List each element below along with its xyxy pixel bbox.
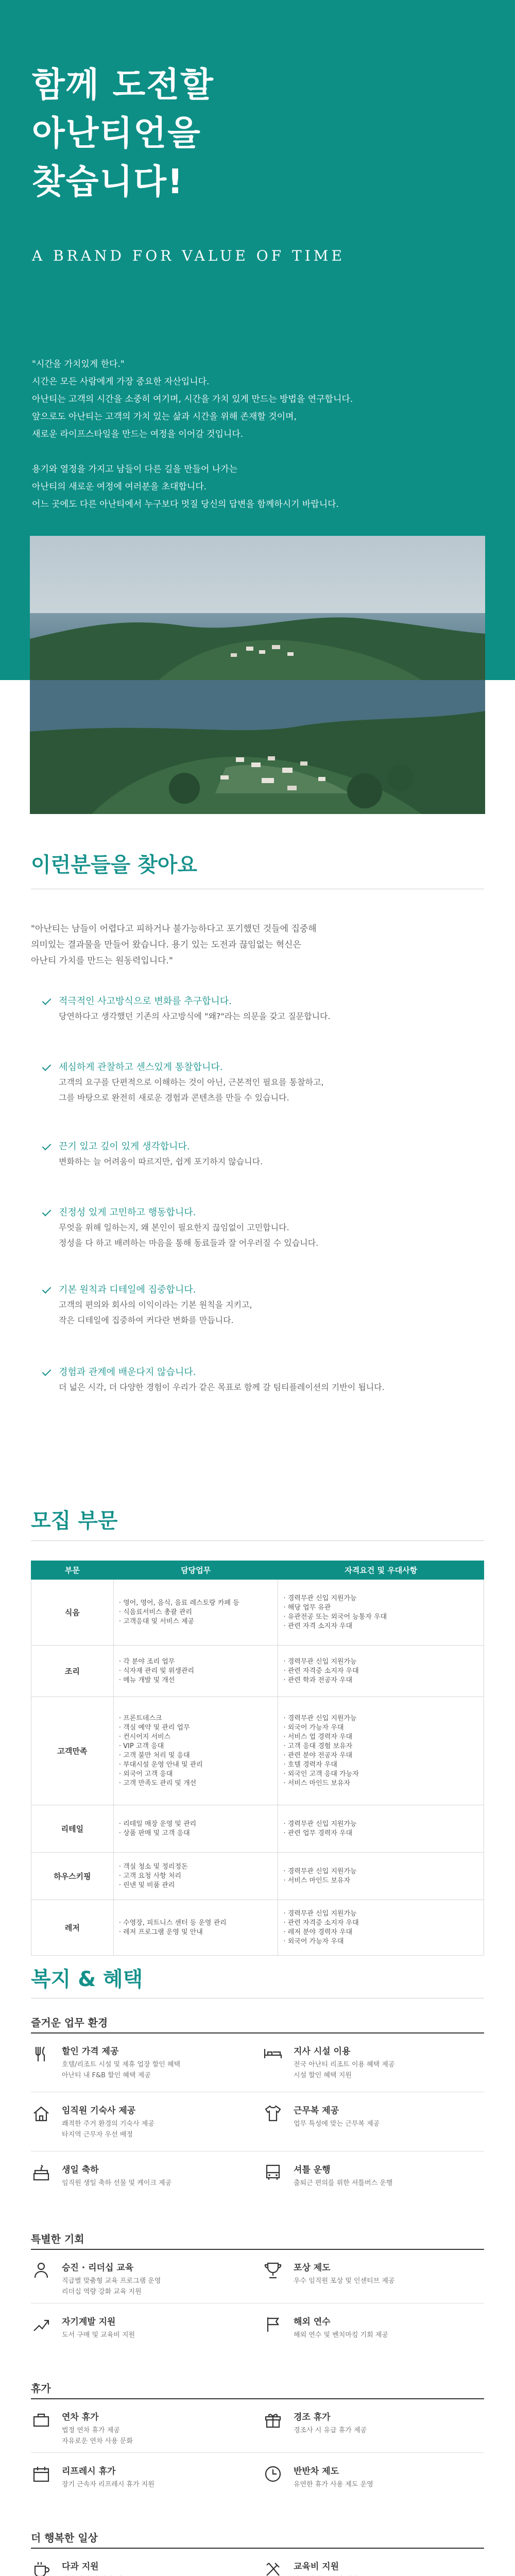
list-item: · VIP 고객 응대 [119,1742,273,1751]
benefit-desc [294,2119,479,2129]
calendar-icon [31,2464,52,2484]
job-qualification [278,1646,484,1697]
section-divider [31,1540,484,1541]
job-duty [113,1853,278,1900]
list-item: · 객실 청소 및 정리정돈 [119,1862,273,1872]
benefit-desc-line: 아난티 내 F&B 할인 혜택 제공 [62,2072,151,2079]
shirt-icon [263,2103,283,2124]
list-item: · 경력무관 신입 지원가능 [283,1714,478,1723]
trait-text: 정성을 다 하고 배려하는 마음을 통해 동료들과 잘 어우러질 수 있습니다. [59,1238,319,1248]
benefit-desc [294,2178,479,2189]
list-item: · 관련 자격증 소지자 우대 [283,1919,478,1928]
resort-aerial-photo [30,536,485,680]
hero-title-line: 아난티언을 [32,113,201,153]
benefit-title: 임직원 기숙사 제공 [62,2106,136,2116]
benefit-title: 연차 휴가 [62,2412,99,2422]
benefit-desc [294,2276,479,2286]
table-row [31,1805,484,1853]
benefit-desc-line: 유연한 휴가 사용 제도 운영 [294,2481,373,2488]
row-divider [31,2452,484,2453]
welfare-group-title: 더 행복한 일상 [31,2532,98,2544]
table-row [31,1580,484,1646]
trait-heading: 진정성 있게 고민하고 행동합니다. [59,1207,196,1218]
table-header: 부문 [31,1561,114,1580]
list-item: · 리테일 매장 운영 및 관리 [119,1820,273,1829]
benefit-desc [62,2119,247,2140]
benefit-desc [294,2330,479,2341]
benefit-title: 리프레시 휴가 [62,2466,116,2477]
intro-line: 시간은 모든 사람에게 가장 중요한 자산입니다. [32,377,210,387]
bus-icon [263,2162,283,2183]
benefit-desc [62,2479,247,2490]
benefit-desc [62,2330,247,2341]
job-name: 레저 [31,1900,114,1956]
benefit-desc [62,2276,247,2297]
list-item: · 관련 업무 경력자 우대 [283,1829,478,1838]
list-item: · 레저 분야 경력자 우대 [283,1928,478,1937]
trait-heading: 적극적인 사고방식으로 변화를 추구합니다. [59,996,232,1007]
intro-line: 용기와 열정을 가지고 남들이 다른 길을 만들어 나가는 [32,464,238,474]
trait-text: 무엇을 위해 일하는지, 왜 본인이 필요한지 끊임없이 고민합니다. [59,1223,289,1232]
group-divider [31,2249,484,2250]
intro-line: 새로운 라이프스타일을 만드는 여정을 이어갈 것입니다. [32,429,244,439]
list-item: · 고객 요청 사항 처리 [119,1872,273,1881]
benefit-desc-line: 임직원 생일 축하 선물 및 케이크 제공 [62,2179,172,2187]
trait-item [41,1140,484,1170]
cake-icon [31,2162,52,2183]
section-title-welfare: 복지 & 혜택 [31,1968,143,1991]
list-item: · 관련 분야 전공자 우대 [283,1751,478,1760]
lead-line: "아난티는 남들이 어렵다고 피하거나 불가능하다고 포기했던 것들에 집중해 [31,924,317,934]
job-qualification [278,1805,484,1853]
resort-aerial-photo-lower [30,680,485,814]
check-icon [41,1141,53,1153]
benefit-desc [62,2059,247,2081]
welfare-group-title: 특별한 기회 [31,2233,84,2245]
benefit-title: 포상 제도 [294,2263,331,2273]
intro-line: 아난티의 새로운 여정에 여러분을 초대합니다. [32,482,207,492]
trait-item [41,994,484,1024]
list-item: · 경력무관 신입 지원가능 [283,1594,478,1603]
benefit-desc-line: 장기 근속자 리프레시 휴가 지원 [62,2481,154,2488]
trait-heading: 경험과 관계에 배운다지 않습니다. [59,1367,196,1378]
trait-text: 그를 바탕으로 완전히 새로운 경험과 콘텐츠를 만들 수 있습니다. [59,1093,289,1103]
benefit-desc [294,2059,479,2081]
list-item: · 경력무관 신입 지원가능 [283,1657,478,1667]
list-item: · 서비스 마인드 보유자 [283,1779,478,1788]
section-title-ideal: 이런분들을 찾아요 [31,853,198,877]
list-item: · 수영장, 피트니스 센터 등 운영 관리 [119,1919,273,1928]
job-name: 식음 [31,1580,114,1646]
job-name: 조리 [31,1646,114,1697]
clock-icon [263,2464,283,2484]
benefit-desc-line: 쾌적한 주거 환경의 기숙사 제공 [62,2120,154,2128]
intro-spacer [32,443,485,461]
list-item: · 외국어 고객 응대 [119,1770,273,1779]
group-divider [31,2032,484,2033]
benefit-title: 승진 · 리더십 교육 [62,2263,134,2273]
table-row [31,1853,484,1900]
list-item: · 외국어 가능자 우대 [283,1723,478,1733]
job-duty [113,1580,278,1646]
section-title-recruit: 모집 부문 [31,1509,118,1533]
group-divider [31,2548,484,2549]
list-item: · 유관전공 또는 외국어 능통자 우대 [283,1613,478,1622]
trait-heading: 기본 원칙과 디테일에 집중합니다. [59,1284,196,1295]
benefit-title: 셔틀 운행 [294,2165,331,2175]
job-duty [113,1805,278,1853]
benefit-desc-line: 호텔/리조트 시설 및 제휴 업장 할인 혜택 [62,2061,181,2069]
job-name: 고객만족 [31,1697,114,1805]
trait-heading: 끈기 있고 깊이 있게 생각합니다. [59,1141,190,1152]
benefit-title: 지사 시설 이용 [294,2046,351,2057]
resort-photo-upper [30,536,485,680]
table-header: 담당업무 [113,1561,278,1580]
resort-photo-lower [30,680,485,814]
table-header-row [31,1561,484,1580]
trait-heading: 세심하게 관찰하고 센스있게 통찰합니다. [59,1062,223,1073]
benefit-desc-line: 해외 연수 및 벤치마킹 기회 제공 [294,2331,388,2339]
list-item: · 외국인 고객 응대 가능자 [283,1770,478,1779]
intro-line: 아난티는 고객의 시간을 소중히 여기며, 시간을 가치 있게 만드는 방법을 연구합니다. [32,394,353,404]
trait-item [41,1060,484,1106]
trait-text: 고객의 편의와 회사의 이익이라는 기본 원칙을 지키고, [59,1300,252,1310]
job-name: 리테일 [31,1805,114,1853]
benefit-desc-line: 도서 구매 및 교육비 지원 [62,2331,135,2339]
benefit-desc-line: 경조사 시 유급 휴가 제공 [294,2427,367,2434]
benefit-desc [62,2178,247,2189]
list-item: · 메뉴 개발 및 개선 [119,1676,273,1685]
check-icon [41,1207,53,1218]
lead-line: 아난티 가치를 만드는 원동력입니다." [31,956,173,966]
list-item: · 영어, 영어, 음식, 음료 레스토랑 카페 등 [119,1599,273,1608]
check-icon [41,1367,53,1378]
benefit-title: 자기계발 지원 [62,2317,116,2327]
hero-intro [32,355,485,513]
ideal-lead-text [31,921,484,969]
job-qualification [278,1580,484,1646]
benefit-desc-line: 법정 연차 휴가 제공 [62,2427,120,2434]
job-name: 하우스키핑 [31,1853,114,1900]
benefit-title: 할인 가격 제공 [62,2046,119,2057]
list-item: · 식자재 관리 및 위생관리 [119,1667,273,1676]
list-item: · 부대시설 운영 안내 및 관리 [119,1760,273,1770]
award-icon [263,2260,283,2281]
list-item: · 경력무관 신입 지원가능 [283,1909,478,1919]
trait-item [41,1365,484,1395]
bag-icon [31,2410,52,2430]
table-header: 자격요건 및 우대사항 [278,1561,484,1580]
benefit-desc-line: 시설 할인 혜택 지원 [294,2072,352,2079]
flag-icon [263,2314,283,2335]
benefit-desc-line: 타지역 근무자 우선 배정 [62,2131,133,2139]
list-item: · 서비스 마인드 보유자 [283,1876,478,1886]
benefit-title: 해외 연수 [294,2317,331,2327]
trait-text: 작은 디테일에 집중하여 커다란 변화를 만듭니다. [59,1315,234,1325]
intro-line: 앞으로도 아난티는 고객의 가치 있는 삶과 시간을 위해 존재할 것이며, [32,412,297,422]
list-item: · 고객 만족도 관리 및 개선 [119,1779,273,1788]
group-divider [31,2398,484,2399]
benefit-desc-line: 우수 임직원 포상 및 인센티브 제공 [294,2277,395,2285]
hero-title-line: 함께 도전할 [32,65,214,105]
welfare-group-title: 즐거운 업무 환경 [31,2016,108,2029]
benefit-desc-line: 자유로운 연차 사용 문화 [62,2437,133,2445]
leader-icon [31,2260,52,2281]
list-item: · 관련 학과 전공자 우대 [283,1676,478,1685]
benefit-title: 근무복 제공 [294,2106,339,2116]
meal-icon [31,2044,52,2064]
list-item: · 고객 불만 처리 및 응대 [119,1751,273,1760]
ideal-candidate-section [0,680,515,1484]
list-item: · 프론트데스크 [119,1714,273,1723]
job-qualification [278,1697,484,1805]
list-item: · 외국어 가능자 우대 [283,1937,478,1946]
benefit-title: 경조 휴가 [294,2412,331,2422]
table-row [31,1697,484,1805]
benefit-desc-line: 직급별 맞춤형 교육 프로그램 운영 [62,2277,161,2285]
table-row [31,1646,484,1697]
list-item: · 관련 자격 소지자 우대 [283,1622,478,1631]
gift-icon [263,2410,283,2430]
tools-icon [263,2559,283,2576]
list-item: · 객실 예약 및 관리 업무 [119,1723,273,1733]
intro-line: "시간을 가치있게 한다." [32,359,125,369]
benefit-desc-line: 업무 특성에 맞는 근무복 제공 [294,2120,380,2128]
job-duty [113,1646,278,1697]
trait-text: 당연하다고 생각했던 기존의 사고방식에 "왜?"라는 의문을 갖고 질문합니다. [59,1011,331,1021]
hero-section [0,0,515,680]
brand-slogan: A BRAND FOR VALUE OF TIME [32,247,345,264]
hero-title-line: 찾습니다! [32,162,184,201]
benefit-desc-line: 출퇴근 편의를 위한 셔틀버스 운행 [294,2179,393,2187]
list-item: · 관련 자격증 소지자 우대 [283,1667,478,1676]
list-item: · 해당 업무 유관 [283,1603,478,1613]
welfare-group-title: 휴가 [31,2382,51,2395]
benefit-title: 생일 축하 [62,2165,99,2175]
check-icon [41,996,53,1007]
list-item: · 식음료서비스 총괄 관리 [119,1608,273,1617]
job-qualification [278,1853,484,1900]
bed-icon [263,2044,283,2064]
benefit-desc-line: 전국 아난티 리조트 이용 혜택 제공 [294,2061,395,2069]
intro-line: 어느 곳에도 다른 아난티에서 누구보다 멋질 당신의 답변을 함께하시기 바랍니다. [32,499,339,510]
list-item: · 고객 응대 경험 보유자 [283,1742,478,1751]
list-item: · 경력무관 신입 지원가능 [283,1820,478,1829]
list-item: · 각 분야 조리 업무 [119,1657,273,1667]
benefit-desc [294,2425,479,2436]
list-item: · 상품 판매 및 고객 응대 [119,1829,273,1838]
list-item: · 호텔 경력자 우대 [283,1760,478,1770]
check-icon [41,1284,53,1296]
trait-item [41,1206,484,1251]
benefit-title: 반반차 제도 [294,2466,339,2477]
home-icon [31,2103,52,2124]
list-item: · 레저 프로그램 운영 및 안내 [119,1928,273,1937]
hero-title [32,61,341,206]
job-duty [113,1697,278,1805]
list-item: · 서비스 업 경력자 우대 [283,1733,478,1742]
trait-item [41,1283,484,1328]
list-item: · 고객응대 및 서비스 제공 [119,1617,273,1626]
list-item: · 린넨 및 비품 관리 [119,1881,273,1890]
check-icon [41,1062,53,1073]
benefit-desc [62,2425,247,2447]
trait-text: 고객의 요구를 단편적으로 이해하는 것이 아닌, 근본적인 필요를 통찰하고, [59,1077,324,1087]
benefit-desc-line: 리더십 역량 강화 교육 지원 [62,2288,142,2296]
trait-text: 더 넓은 시각, 더 다양한 경험이 우리가 같은 목표로 함께 갈 팀티플레이션의 기반이 됩니다. [59,1382,385,1392]
welfare-section [0,1922,515,2576]
trait-text: 변화하는 늘 어려움이 따르지만, 쉽게 포기하지 않습니다. [59,1157,263,1166]
lead-line: 의미있는 결과물을 만들어 왔습니다. 용기 있는 도전과 끊임없는 혁신은 [31,940,301,950]
growth-icon [31,2314,52,2335]
benefit-title: 다과 지원 [62,2562,99,2572]
list-item: · 경력무관 신입 지원가능 [283,1867,478,1876]
recruit-table [31,1561,484,1956]
cup-icon [31,2559,52,2576]
list-item: · 컨시어지 서비스 [119,1733,273,1742]
benefit-title: 교육비 지원 [294,2562,339,2572]
benefit-desc [294,2479,479,2490]
